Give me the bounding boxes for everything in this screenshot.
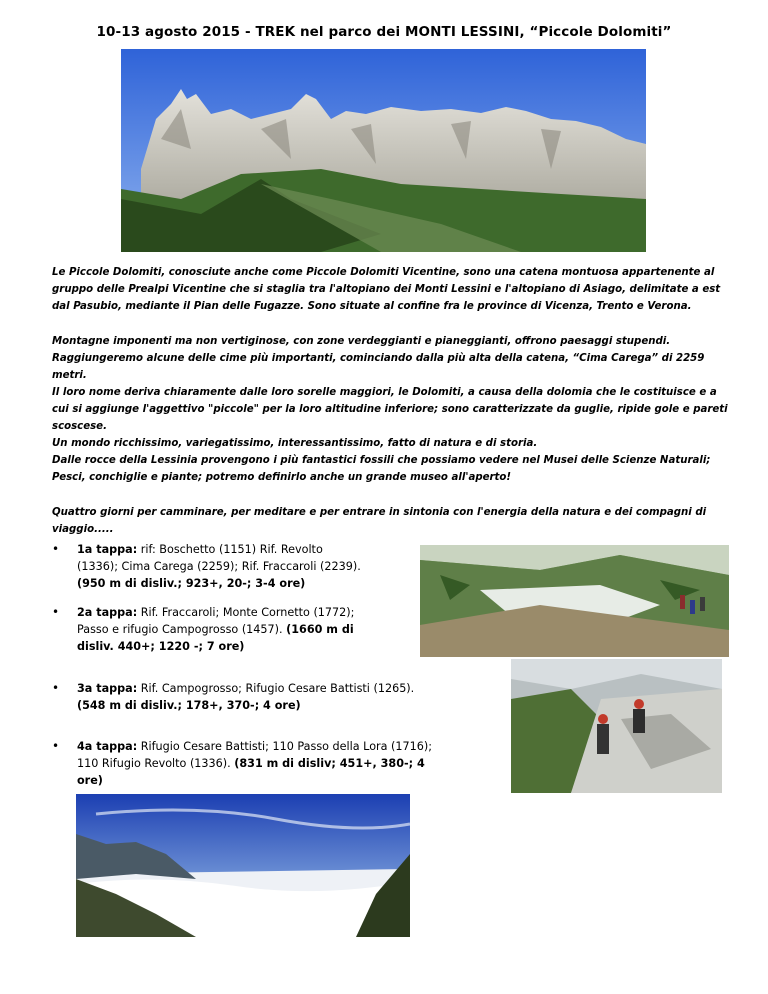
nature-history-paragraph: Un mondo ricchissimo, variegatissimo, interessantissimo, fatto di natura e di storia. Dalle rocce della Lessinia provengono i più fantastici fossili che possiamo vedere nel Musei delle Scienze Naturali; Pesci, conchiglie e piante; potremo definirlo anche un grande museo all'aperto! xyxy=(52,438,711,483)
stage-route: rif: Boschetto (1151) Rif. Revolto xyxy=(140,543,323,556)
stage-stats: disliv. 440+; 1220 -; 7 ore) xyxy=(77,640,245,653)
stage-label: 3a tappa: xyxy=(77,682,138,695)
stage-stats: (548 m di disliv.; 178+, 370-; 4 ore) xyxy=(77,699,301,712)
stage-stats: (831 m di disliv; 451+, 380-; 4 xyxy=(234,757,425,770)
page-title: 10-13 agosto 2015 - TREK nel parco dei MONTI LESSINI, “Piccole Dolomiti” xyxy=(96,24,672,40)
hikers-alpine-slope-photo xyxy=(420,545,729,657)
stage-stats: (1660 m di xyxy=(286,623,354,636)
stage-route: Rif. Fraccaroli; Monte Cornetto (1772); xyxy=(140,606,355,619)
stage-route: Rifugio Cesare Battisti; 110 Passo della Lora (1716); xyxy=(140,740,433,753)
stage-route: 110 Rifugio Revolto (1336). xyxy=(77,757,231,770)
stage-route: Rif. Campogrosso; Rifugio Cesare Battisti (1265). xyxy=(140,682,415,695)
stage-stats: (950 m di disliv.; 923+, 20-; 3-4 ore) xyxy=(77,577,306,590)
sea-of-clouds-photo xyxy=(76,794,410,937)
stage-route: (1336); Cima Carega (2259); Rif. Fraccaroli (2239). xyxy=(77,560,361,573)
bullet: • xyxy=(52,605,60,619)
stage-route: Passo e rifugio Campogrosso (1457). xyxy=(77,623,283,636)
mountains-paragraph: Montagne imponenti ma non vertiginose, con zone verdeggianti e pianeggianti, offrono paesaggi stupendi. Raggiungeremo alcune delle cime più importanti, cominciando dalla più alta della catena, “Cima Carega” di 2259 metri. xyxy=(52,336,705,381)
mountain-panorama-photo xyxy=(121,49,646,252)
closing-paragraph: Quattro giorni per camminare, per meditare e per entrare in sintonia con l'energia della natura e dei compagni di viaggio..... xyxy=(52,507,707,535)
stage-label: 1a tappa: xyxy=(77,543,138,556)
stage-stats: ore) xyxy=(77,774,103,787)
intro-paragraph: Le Piccole Dolomiti, conosciute anche come Piccole Dolomiti Vicentine, sono una catena montuosa appartenente al gruppo delle Prealpi Vicentine che si staglia tra l'altopiano dei Monti Lessini e l'altopiano di Asiago, delimitate a est dal Pasubio, mediante il Pian delle Fugazze. Sono situate al confine fra le province di Vicenza, Trento e Verona. xyxy=(52,267,721,312)
bullet: • xyxy=(52,542,60,556)
name-origin-paragraph: Il loro nome deriva chiaramente dalle loro sorelle maggiori, le Dolomiti, a causa della dolomia che le costituisce e a cui si aggiunge l'aggettivo "piccole" per la loro altitudine inferiore; sono caratterizzate da guglie, ripide gole e pareti scoscese. xyxy=(52,387,728,432)
bullet: • xyxy=(52,681,60,695)
hikers-rocky-ridge-photo xyxy=(511,659,722,793)
bullet: • xyxy=(52,739,60,753)
stage-label: 2a tappa: xyxy=(77,606,138,619)
stage-label: 4a tappa: xyxy=(77,740,138,753)
